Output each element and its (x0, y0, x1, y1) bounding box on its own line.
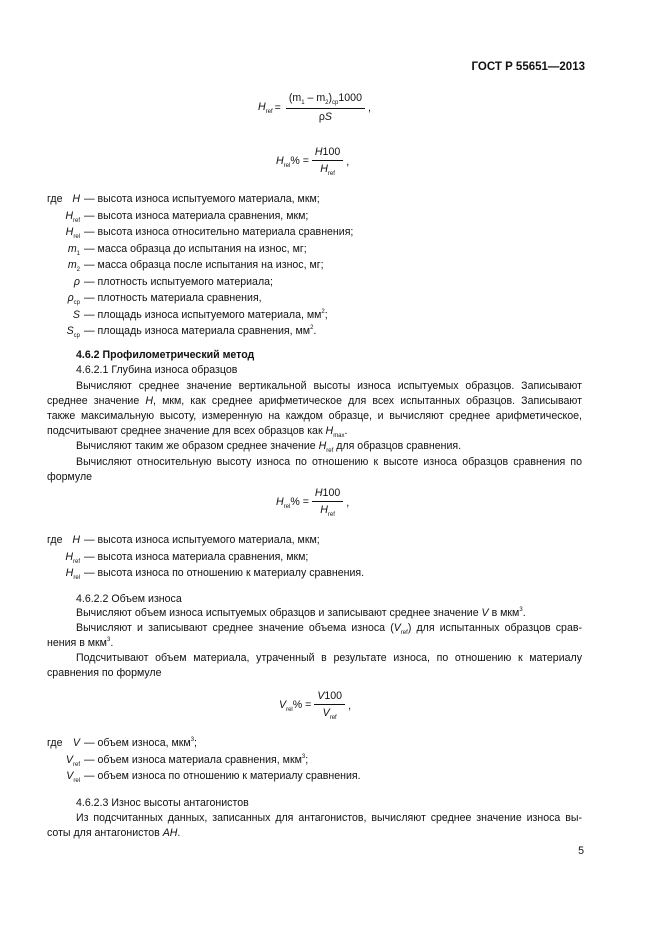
definition-item (0, 243, 600, 258)
definition-symbol: H (72, 534, 80, 546)
definition-item (0, 325, 600, 340)
paragraph-line: Вычисляют объем износа испытуемых образцов и записывают среднее значение V в мкм$^3$. (76, 607, 526, 619)
definition-item (0, 292, 600, 307)
definition-item (0, 276, 600, 291)
subsection-heading: 4.6.2.3 Износ высоты антагонистов (76, 797, 249, 809)
definition-symbol: $m_2$ (67, 259, 80, 273)
definition-item (0, 309, 600, 324)
definition-text: — объем износа материала сравнения, мкм$^3$; (84, 753, 309, 766)
section-heading: 4.6.2 Профилометрический метод (76, 349, 255, 361)
definition-text: — высота износа материала сравнения, мкм; (84, 209, 309, 222)
formula-v-rel: $V_{rel}\%$ = $\frac{V100}{V_{ref}}$ , (279, 690, 352, 721)
definition-symbol: $V_{ref}$ (65, 753, 80, 768)
formula-h-ref: $H_{ref}$ = $\frac{(m_1 - m_2)_{cp}1000}{\rho S}$ , (258, 92, 371, 123)
formula-h-rel-2: $H_{rel}\%$ = $\frac{H100}{H_{ref}}$ , (276, 487, 350, 518)
where-label: где (47, 534, 63, 546)
subsection-heading: 4.6.2.1 Глубина износа образцов (76, 364, 238, 376)
definition-text: — масса образца после испытания на износ, мг; (84, 259, 324, 271)
paragraph-line: формуле (47, 471, 93, 483)
definition-text: — высота износа испытуемого материала, мкм; (84, 534, 320, 546)
definition-item (0, 210, 600, 225)
paragraph-line: среднее значение H, мкм, как среднее арифметическое для всех испытанных образцов. Записывают (47, 395, 582, 407)
definition-text: — площадь износа испытуемого материала, $мм^2$; (84, 308, 328, 321)
definition-text: — площадь износа материала сравнения, $мм^2$. (84, 325, 317, 337)
paragraph-line: сравнения по формуле (47, 667, 162, 679)
definition-symbol: $V_{rel}$ (66, 770, 80, 784)
paragraph-line: Вычисляют таким же образом среднее значение $H_{ref}$ для образцов сравнения. (76, 440, 462, 454)
paragraph-line: подсчитывают среднее значение для всех образцов как $H_{max}$. (47, 425, 348, 439)
definition-text: — высота износа по отношению к материалу сравнения. (84, 567, 365, 579)
definition-item (0, 551, 600, 566)
paragraph-line: Подсчитывают объем материала, утраченный в результате износа, по отношению к материалу (76, 652, 582, 664)
definition-item (0, 226, 600, 241)
definition-symbol: V (72, 737, 80, 749)
definition-symbol: $\rho_{ср}$ (67, 292, 80, 306)
definition-text: — высота износа относительно материала сравнения; (84, 226, 354, 238)
page-number: 5 (578, 845, 584, 857)
paragraph-line: соты для антагонистов AH. (47, 827, 181, 839)
definition-symbol: $H_{ref}$ (65, 209, 80, 224)
where-label: где (47, 193, 63, 205)
definition-symbol: ρ (73, 275, 80, 288)
subsection-heading: 4.6.2.2 Объем износа (76, 593, 182, 605)
definition-item (0, 770, 600, 785)
paragraph-line: Вычисляют среднее значение вертикальной высоты износа испытуемых образцов. Записывают (76, 380, 582, 392)
where-label: где (47, 737, 63, 749)
definition-symbol: S (72, 308, 80, 321)
definition-text: — объем износа по отношению к материалу сравнения. (84, 770, 361, 782)
definition-symbol: $H_{rel}$ (65, 567, 80, 581)
paragraph-line: нения в мкм$^3$. (47, 637, 114, 649)
definition-text: — плотность материала сравнения, (84, 292, 262, 304)
paragraph-line: Вычисляют и записывают среднее значение объема износа $(V_{ref})$ для испытанных образцов срав- (76, 622, 582, 636)
definition-symbol: H (72, 193, 80, 205)
paragraph-line: Из подсчитанных данных, записанных для антагонистов, вычисляют среднее значение износа вы- (76, 812, 582, 824)
definition-symbol: $H_{ref}$ (65, 550, 80, 565)
definition-text: — высота износа испытуемого материала, мкм; (84, 193, 320, 205)
definition-text: — объем износа, мкм$^3$; (84, 737, 197, 749)
definition-text: — масса образца до испытания на износ, мг; (84, 242, 307, 255)
paragraph-line: Вычисляют относительную высоту износа по отношению к высоте износа образцов сравнения по (76, 456, 582, 468)
definition-item (0, 259, 600, 274)
definition-symbol: $S_{ср}$ (66, 325, 80, 339)
definition-item (0, 754, 600, 769)
definition-item (0, 193, 600, 208)
definition-symbol: $H_{rel}$ (65, 226, 80, 240)
definition-item (0, 567, 600, 582)
definition-item (0, 534, 600, 549)
definition-item (0, 737, 600, 752)
paragraph-line: также максимальную высоту, измеренную на каждом образце, и вычисляют среднее арифметическое, (47, 410, 582, 422)
formula-h-rel: $H_{rel}\%$ = $\frac{H100}{H_{ref}}$ , (276, 146, 350, 177)
definition-symbol: $m_1$ (67, 242, 80, 257)
definition-text: — плотность испытуемого материала; (84, 275, 273, 288)
document-number: ГОСТ Р 55651—2013 (471, 61, 585, 73)
definition-text: — высота износа материала сравнения, мкм; (84, 550, 309, 563)
